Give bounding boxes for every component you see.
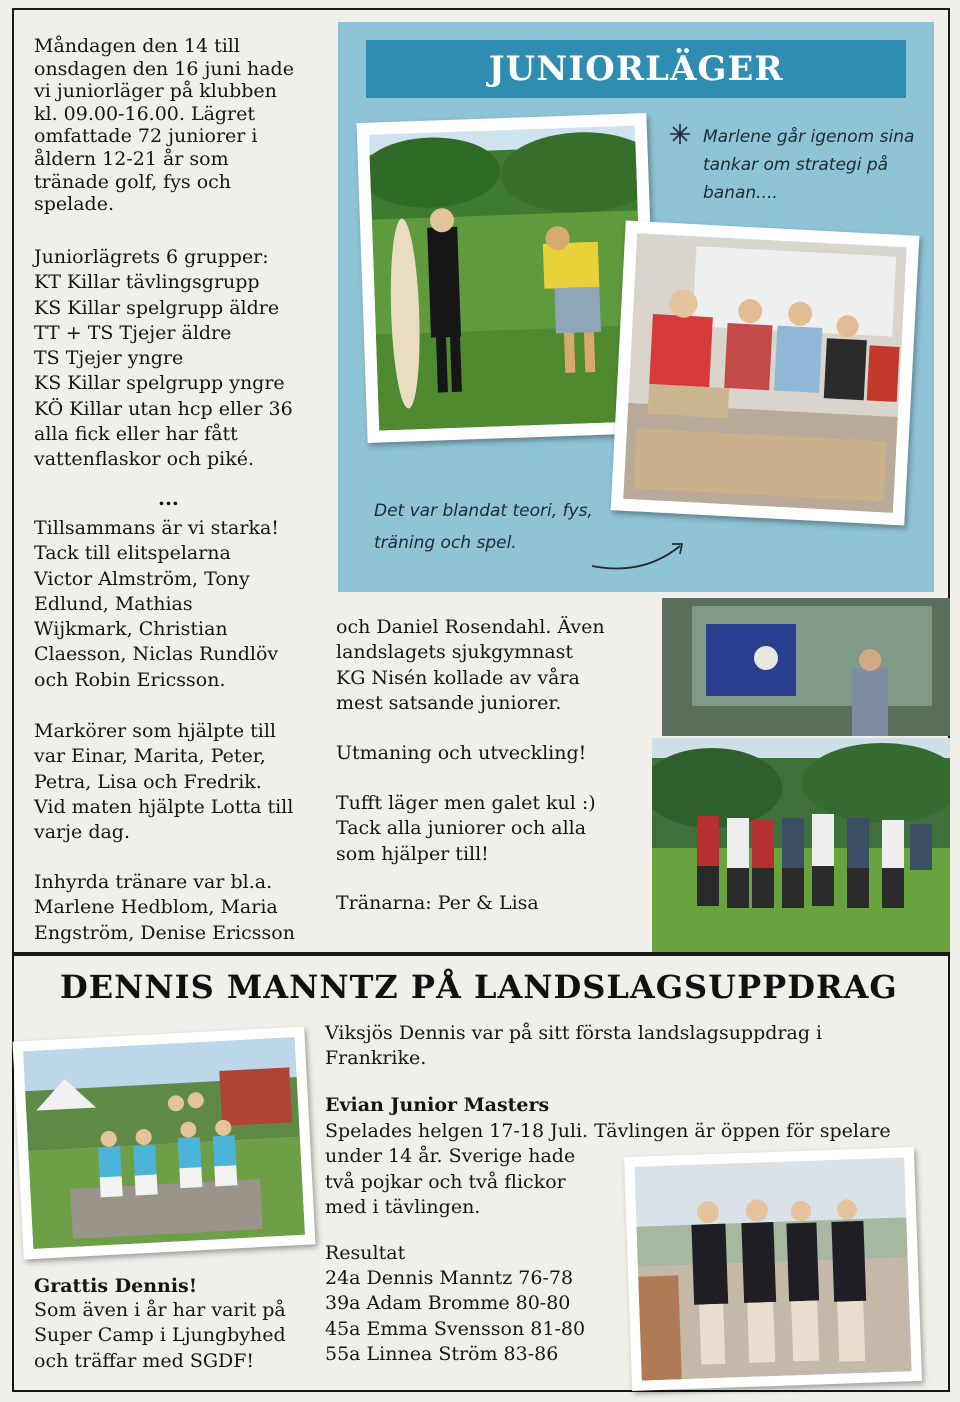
thanks-line: Edlund, Mathias [34,592,193,615]
challenge-text: Utmaning och utveckling! [336,742,587,764]
dennis-intro-line: Viksjös Dennis var på sitt första landslagsuppdrag i [325,1022,823,1044]
junior-camp-banner: JUNIORLÄGER [366,40,906,98]
congrats-text [34,1298,324,1374]
results-list [325,1266,625,1367]
tough-text [336,791,636,867]
coaches-text [34,870,334,946]
players-image [634,1157,911,1380]
groups-line: KS Killar spelgrupp yngre [34,372,285,395]
intro-text [34,35,324,216]
presentation-photo [662,598,950,736]
caption-line: träning och spel. [374,533,517,553]
tough-line: Tufft läger men galet kul :) [336,792,596,814]
tough-line: som hjälper till! [336,842,489,865]
mixed-caption [374,495,614,559]
arrow-icon [588,536,700,576]
team-image [23,1037,305,1249]
intro-line: Måndagen den 14 till [34,35,240,57]
classroom-photo [611,221,920,526]
groups-line: vattenflaskor och piké. [34,448,255,471]
groups-line: alla fick eller har fått [34,423,238,446]
result-row: 39a Adam Bromme 80-80 [325,1292,571,1315]
putting-image [369,125,645,430]
thanks-line: Tillsammans är vi starka! [34,517,279,539]
event-line: två pojkar och två flickor [325,1170,566,1193]
markers-line: Vid maten hjälpte Lotta till [34,795,294,818]
daniel-text [336,615,636,716]
coaches-line: Marlene Hedblom, Maria [34,896,278,919]
intro-line: onsdagen den 16 juni hade [34,57,294,80]
groups-text [34,245,334,473]
result-row: 55a Linnea Ström 83-86 [325,1342,559,1365]
intro-line: omfattade 72 juniorer i [34,125,258,148]
thanks-line: Tack till elitspelarna [34,542,231,565]
tough-line: Tack alla juniorer och alla [336,817,587,840]
event-title: Evian Junior Masters [325,1094,550,1116]
marlene-caption [703,123,923,207]
markers-line: var Einar, Marita, Peter, [34,745,266,768]
dennis-intro-line: Frankrike. [325,1047,427,1069]
group-photo [652,738,950,952]
intro-line: kl. 09.00-16.00. Lägret [34,102,256,125]
intro-line: åldern 12-21 år som [34,147,229,170]
results-title: Resultat [325,1242,406,1264]
markers-text [34,719,334,845]
event-line: med i tävlingen. [325,1195,481,1218]
event-line: Spelades helgen 17-18 Juli. Tävlingen är öppen för spelare [325,1120,891,1142]
caption-line: banan.... [703,183,778,203]
thanks-line: Wijkmark, Christian [34,618,228,641]
event-line: under 14 år. Sverige hade [325,1145,576,1168]
team-photo [12,1027,315,1260]
putting-photo [357,113,658,443]
intro-line: tränade golf, fys och [34,170,232,193]
daniel-line: landslagets sjukgymnast [336,641,574,664]
intro-line: spelade. [34,193,115,216]
separator-dots: ... [158,486,179,510]
star-icon [668,122,692,146]
dennis-intro [325,1021,925,1071]
thanks-line: Claesson, Niclas Rundlöv [34,643,279,666]
congrats-line: Som även i år har varit på [34,1299,286,1321]
daniel-line: KG Nisén kollade av våra [336,666,580,689]
congrats-line: Super Camp i Ljungbyhed [34,1324,286,1347]
thanks-text [34,516,334,693]
markers-line: Petra, Lisa och Fredrik. [34,770,262,793]
caption-line: tankar om strategi på [703,155,889,175]
groups-line: KÖ Killar utan hcp eller 36 [34,397,293,420]
caption-line: Marlene går igenom sina [703,127,915,147]
caption-line: Det var blandat teori, fys, [374,501,593,521]
congrats-line: och träffar med SGDF! [34,1349,255,1372]
markers-line: Markörer som hjälpte till [34,720,276,742]
groups-line: KS Killar spelgrupp äldre [34,296,280,319]
result-row: 45a Emma Svensson 81-80 [325,1317,586,1340]
markers-line: varje dag. [34,821,131,844]
coaches-line: Inhyrda tränare var bl.a. [34,871,273,893]
groups-line: KT Killar tävlingsgrupp [34,271,260,294]
thanks-line: Victor Almström, Tony [34,567,250,590]
dennis-heading: DENNIS MANNTZ PÅ LANDSLAGSUPPDRAG [60,968,898,1006]
result-row: 24a Dennis Manntz 76-78 [325,1267,574,1289]
groups-line: TS Tjejer yngre [34,347,184,370]
coaches-line: Engström, Denise Ericsson [34,921,295,944]
groups-line: Juniorlägrets 6 grupper: [34,246,269,268]
trainers-text: Tränarna: Per & Lisa [336,892,539,914]
daniel-line: och Daniel Rosendahl. Även [336,616,605,638]
intro-line: vi juniorläger på klubben [34,80,277,103]
groups-line: TT + TS Tjejer äldre [34,321,232,344]
congrats-title: Grattis Dennis! [34,1275,198,1297]
daniel-line: mest satsande juniorer. [336,691,562,714]
players-photo [624,1147,922,1391]
thanks-line: och Robin Ericsson. [34,668,226,691]
classroom-image [623,233,907,513]
